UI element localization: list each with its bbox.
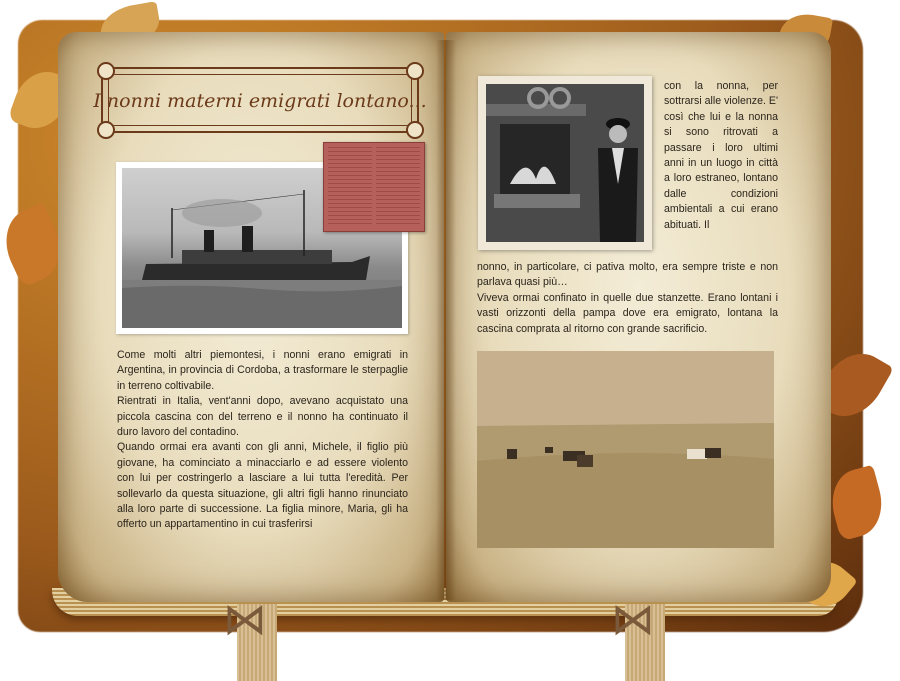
- left-page-text: [117, 348, 408, 533]
- page-title: I nonni materni emigrati lontano...: [93, 90, 427, 112]
- paragraph: Rientrati in Italia, vent'anni dopo, avevano acquistato una piccola cascina con del terreno e il nonno ha continuato il duro lavoro del contadino.: [117, 395, 408, 439]
- right-page-text-top: [664, 79, 778, 233]
- ornament-corner-icon: [97, 121, 115, 139]
- twine-bow-icon: ⋈: [611, 594, 655, 645]
- pampa-illustration: [477, 351, 774, 548]
- fireplace-illustration: [486, 84, 644, 242]
- paragraph: Viveva ormai confinato in quelle due stanzette. Erano lontani i vasti orizzonti della pampa dove era emigrato, lontana la cascina comprata al ritorno con grande sacrificio.: [477, 291, 778, 335]
- ornament-corner-icon: [406, 62, 424, 80]
- ornament-corner-icon: [406, 121, 424, 139]
- twine-bow-icon: ⋈: [223, 594, 267, 645]
- book-spine: [436, 40, 456, 600]
- passport-document: [323, 142, 425, 232]
- paragraph: Quando ormai era avanti con gli anni, Michele, il figlio più giovane, ha cominciato a minacciarlo e ad essere violento con lui per costringerlo a lasciare a lui tutta l'eredità. Per sollevarlo da questa situazione, gli altri figli hanno rinunciato alla loro parte di successione. La figlia minore, Maria, gli ha offerto un appartamentino in cui trasferirsi: [117, 441, 408, 531]
- right-page-text-bottom: [477, 260, 778, 337]
- paragraph: con la nonna, per sottrarsi alle violenze. E' così che lui e la nonna si sono ritrovati a passare i loro ultimi anni in un luogo in città a loro estraneo, lontano dalle condizioni ambientali a cui erano abituati. Il: [664, 80, 778, 231]
- paragraph: Come molti altri piemontesi, i nonni erano emigrati in Argentina, in provincia di Cordoba, a trasformare le sterpaglie in terreno coltivabile.: [117, 349, 408, 392]
- ornament-corner-icon: [97, 62, 115, 80]
- man-by-fireplace-photo: [478, 76, 652, 250]
- paragraph: nonno, in particolare, ci pativa molto, era sempre triste e non parlava quasi più…: [477, 261, 778, 289]
- horses-in-pampa-photo: [477, 351, 774, 548]
